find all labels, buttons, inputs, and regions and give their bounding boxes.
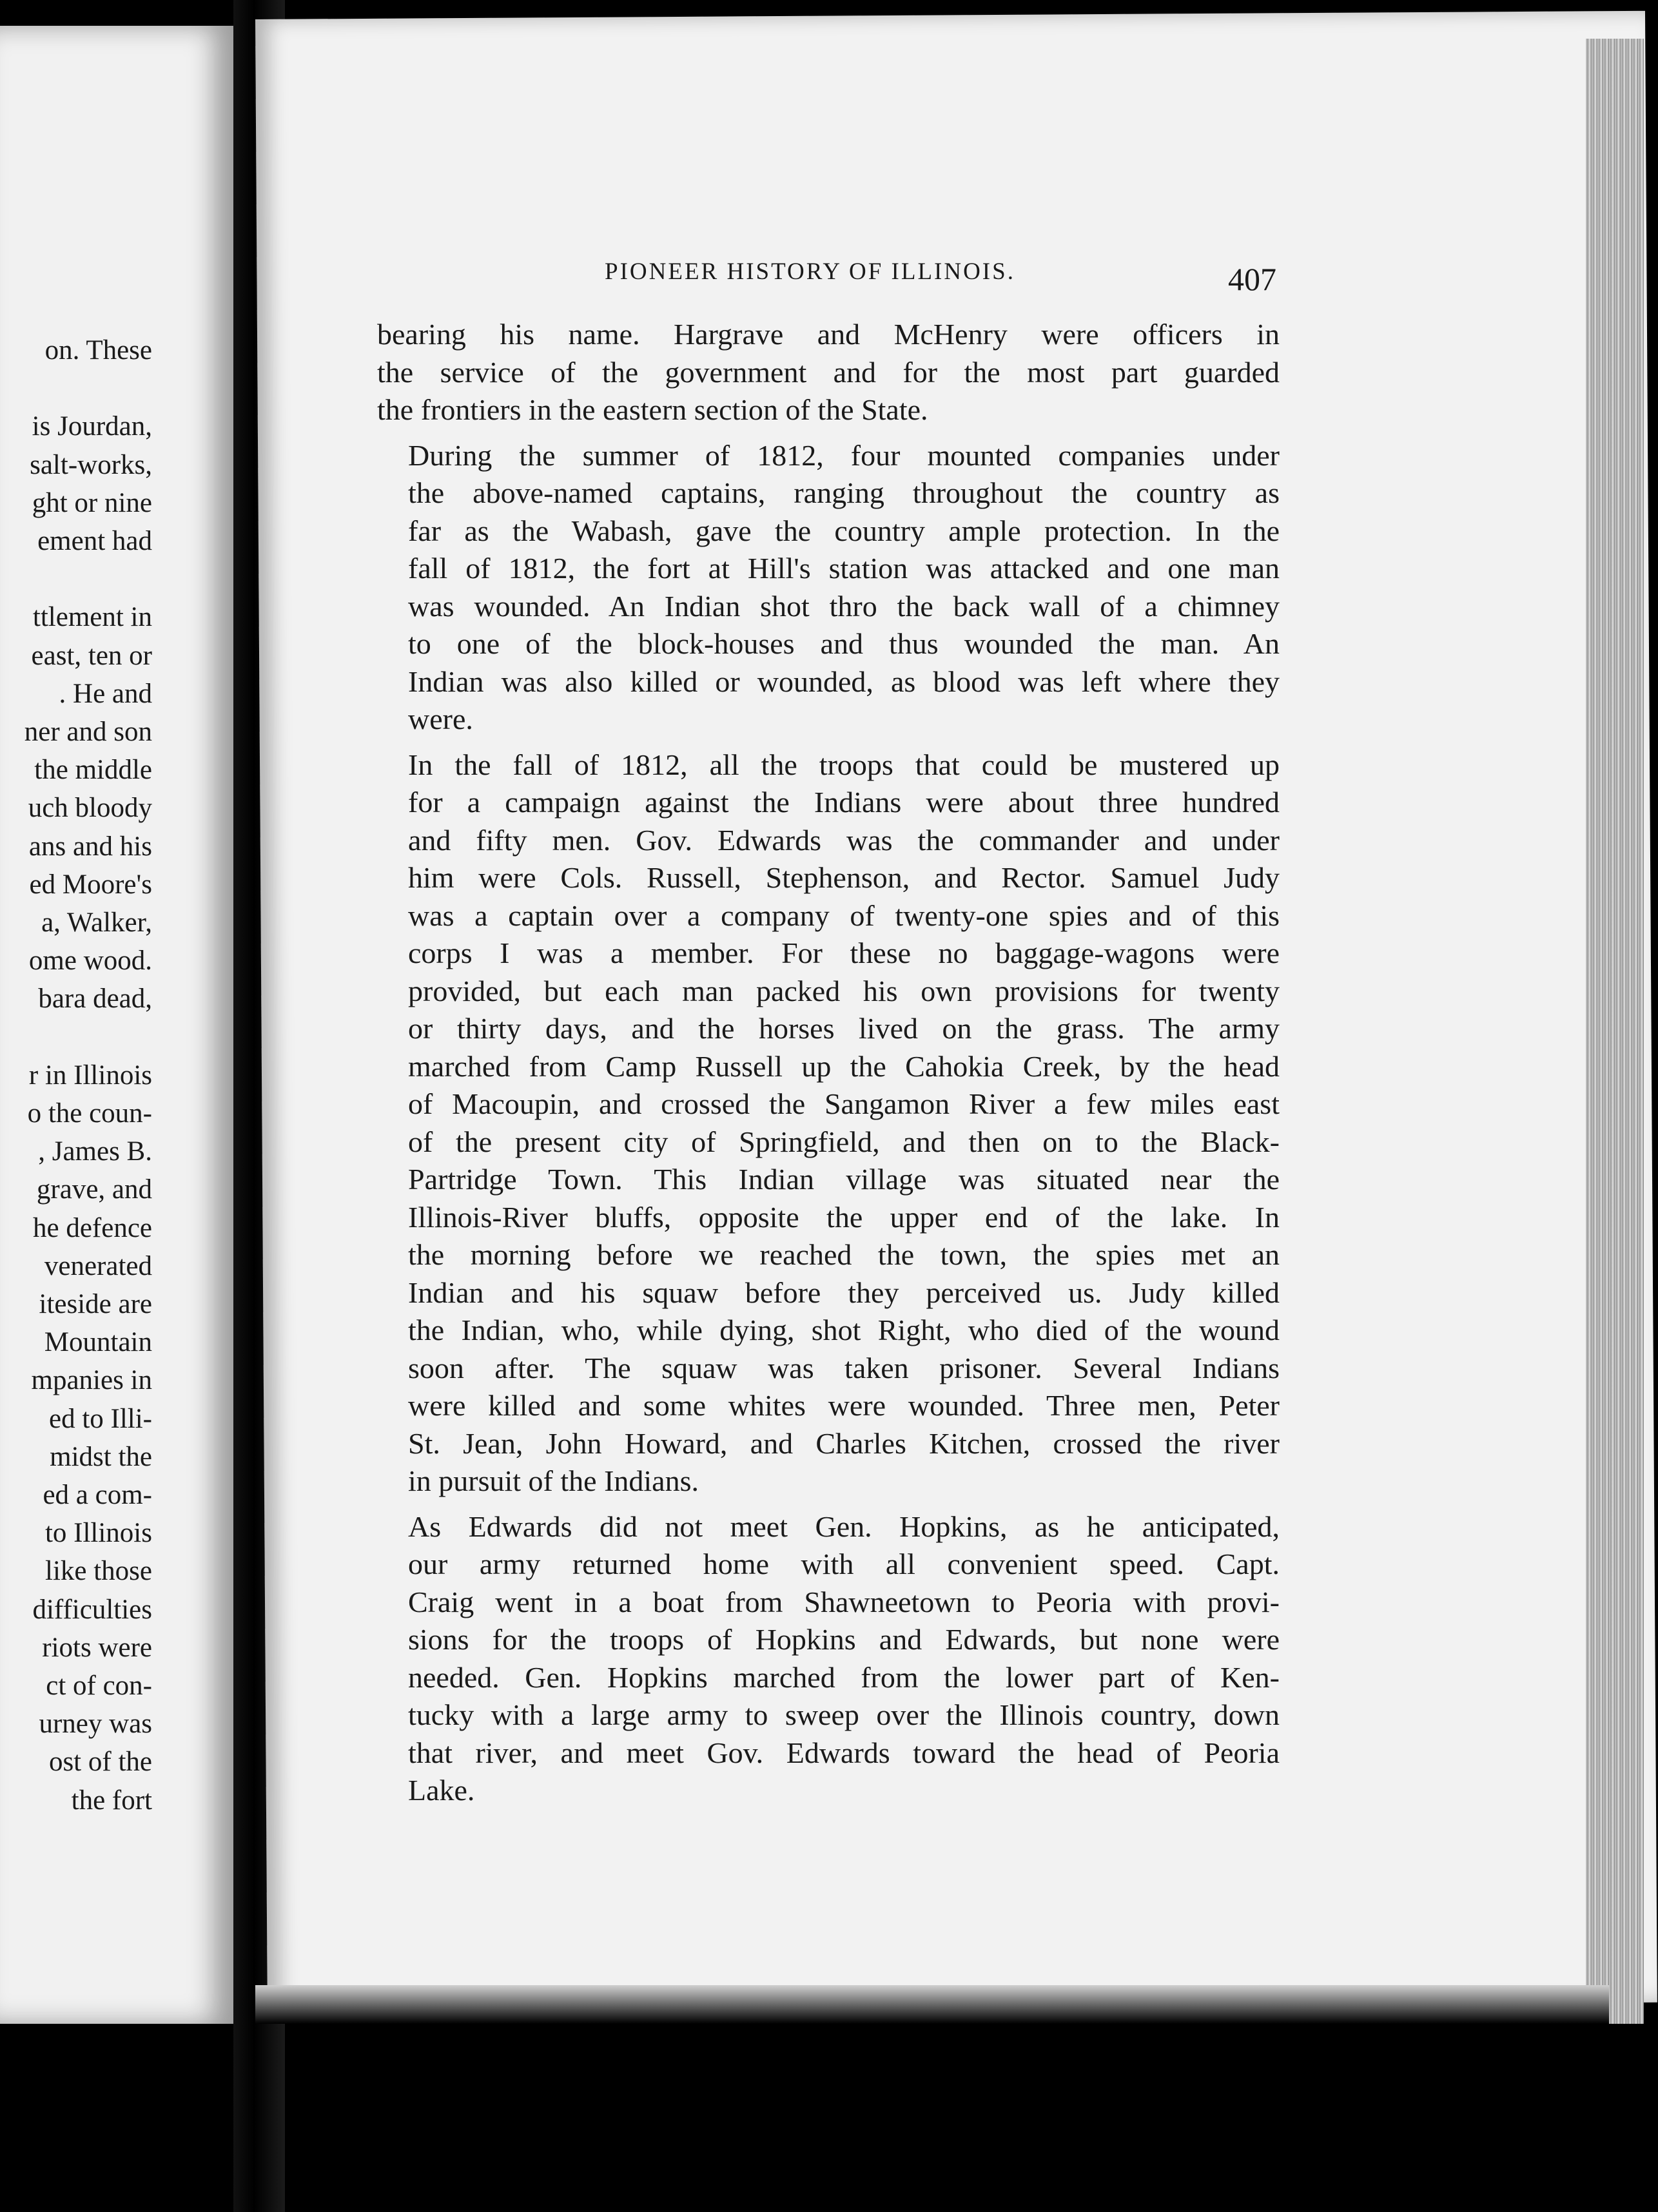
text-line: of Macoupin, and crossed the Sangamon River a few miles east bbox=[408, 1087, 1280, 1120]
text-line: Lake. bbox=[408, 1774, 475, 1807]
left-page-line: mpanies in bbox=[31, 1365, 152, 1396]
left-page-line: , James B. bbox=[38, 1136, 152, 1167]
left-page-line: midst the bbox=[50, 1441, 152, 1472]
text-line: our army returned home with all convenient speed. Capt. bbox=[408, 1547, 1280, 1580]
left-page-line: ct of con- bbox=[46, 1671, 152, 1701]
text-line: Partridge Town. This Indian village was situated near the bbox=[408, 1163, 1280, 1196]
paragraph bbox=[377, 437, 1280, 739]
text-line: the Indian, who, while dying, shot Right, who died of the wound bbox=[408, 1314, 1280, 1346]
text-line: fall of 1812, the fort at Hill's station was attacked and one man bbox=[408, 552, 1280, 585]
left-page-line: ed to Illi- bbox=[48, 1403, 152, 1434]
page-edges bbox=[1586, 39, 1644, 2024]
left-page bbox=[0, 26, 233, 2024]
left-page-line: ttlement in bbox=[32, 602, 152, 633]
text-line: St. Jean, John Howard, and Charles Kitchen, crossed the river bbox=[408, 1426, 1280, 1460]
left-page-line: difficulties bbox=[32, 1594, 152, 1625]
text-line: tucky with a large army to sweep over the Illinois country, down bbox=[408, 1698, 1280, 1731]
left-page-line: ner and son bbox=[24, 717, 152, 747]
text-line: Indian and his squaw before they perceived us. Judy killed bbox=[408, 1276, 1280, 1309]
left-page-line: o the coun- bbox=[27, 1098, 152, 1129]
left-page-line: venerated bbox=[44, 1250, 152, 1281]
text-line: the service of the government and for the most part guarded bbox=[377, 355, 1280, 389]
left-page-line: iteside are bbox=[39, 1289, 152, 1319]
running-title: PIONEER HISTORY OF ILLINOIS. bbox=[605, 258, 1015, 285]
text-line: in pursuit of the Indians. bbox=[408, 1464, 699, 1497]
paragraph bbox=[377, 1508, 1280, 1810]
left-page-line: ght or nine bbox=[32, 487, 152, 518]
text-line: and fifty men. Gov. Edwards was the commander and under bbox=[408, 823, 1280, 857]
left-page-line: bara dead, bbox=[38, 984, 152, 1014]
text-line: for a campaign against the Indians were about three hundred bbox=[408, 786, 1280, 819]
text-line: sions for the troops of Hopkins and Edwards, but none were bbox=[408, 1623, 1280, 1656]
body-text bbox=[377, 316, 1280, 1810]
text-line: Indian was also killed or wounded, as blood was left where they bbox=[408, 665, 1280, 698]
left-page-line: ed Moore's bbox=[29, 869, 152, 900]
text-line: the morning before we reached the town, the spies met an bbox=[408, 1238, 1280, 1271]
left-page-line: ed a com- bbox=[43, 1480, 152, 1510]
left-page-line: Mountain bbox=[44, 1327, 152, 1358]
left-page-line: . He and bbox=[59, 678, 152, 709]
text-line: soon after. The squaw was taken prisoner. Several Indians bbox=[408, 1351, 1280, 1384]
text-line: bearing his name. Hargrave and McHenry were officers in bbox=[377, 318, 1280, 351]
text-line: far as the Wabash, gave the country ample protection. In the bbox=[408, 514, 1280, 547]
text-line: Craig went in a boat from Shawneetown to Peoria with provi- bbox=[408, 1585, 1280, 1618]
left-page-line: grave, and bbox=[36, 1174, 152, 1205]
left-page-line: urney was bbox=[39, 1709, 152, 1740]
page-bottom-edge bbox=[255, 1985, 1609, 2024]
text-line: corps I was a member. For these no baggage-wagons were bbox=[408, 936, 1280, 969]
left-page-line: to Illinois bbox=[44, 1518, 152, 1549]
text-line: marched from Camp Russell up the Cahokia Creek, by the head bbox=[408, 1049, 1280, 1083]
left-page-line: a, Walker, bbox=[41, 907, 152, 938]
text-line: to one of the block-houses and thus wounded the man. An bbox=[408, 627, 1280, 660]
text-line: him were Cols. Russell, Stephenson, and Rector. Samuel Judy bbox=[408, 861, 1280, 894]
left-page-line: uch bloody bbox=[28, 793, 152, 824]
left-page-line: on. These bbox=[44, 335, 152, 365]
text-line: was a captain over a company of twenty-one spies and of this bbox=[408, 898, 1280, 932]
text-line: Illinois-River bluffs, opposite the upper end of the lake. In bbox=[408, 1200, 1280, 1234]
text-line: or thirty days, and the horses lived on the grass. The army bbox=[408, 1012, 1280, 1045]
paragraph bbox=[377, 746, 1280, 1500]
text-line: was wounded. An Indian shot thro the back wall of a chimney bbox=[408, 589, 1280, 623]
left-page-line: like those bbox=[45, 1556, 152, 1587]
text-line: provided, but each man packed his own provisions for twenty bbox=[408, 974, 1280, 1007]
left-page-line: ans and his bbox=[28, 831, 152, 862]
left-page-line: r in Illinois bbox=[28, 1060, 152, 1091]
left-page-line: east, ten or bbox=[31, 640, 152, 671]
text-line: In the fall of 1812, all the troops that could be mustered up bbox=[408, 748, 1280, 781]
text-line: were killed and some whites were wounded. Three men, Peter bbox=[408, 1389, 1280, 1422]
text-line: needed. Gen. Hopkins marched from the lower part of Ken- bbox=[408, 1660, 1280, 1694]
text-line: of the present city of Springfield, and then on to the Black- bbox=[408, 1125, 1280, 1158]
left-page-line: he defence bbox=[33, 1212, 152, 1243]
left-page-line: is Jourdan, bbox=[32, 411, 152, 442]
left-page-line: salt-works, bbox=[30, 449, 152, 480]
left-page-line: ost of the bbox=[48, 1747, 152, 1778]
left-page-line: the fort bbox=[71, 1785, 152, 1816]
left-page-line: ome wood. bbox=[28, 946, 152, 976]
left-page-line: riots were bbox=[42, 1632, 152, 1663]
text-line: were. bbox=[408, 703, 473, 735]
text-line: As Edwards did not meet Gen. Hopkins, as he anticipated, bbox=[408, 1509, 1280, 1543]
paragraph bbox=[377, 316, 1280, 429]
text-line: that river, and meet Gov. Edwards toward the head of Peoria bbox=[408, 1736, 1280, 1769]
left-page-line: the middle bbox=[34, 755, 152, 786]
text-line: the above-named captains, ranging throughout the country as bbox=[408, 476, 1280, 509]
text-line: During the summer of 1812, four mounted companies under bbox=[408, 438, 1280, 472]
page-number: 407 bbox=[1228, 261, 1276, 297]
left-page-line: ement had bbox=[37, 526, 152, 556]
text-line: the frontiers in the eastern section of the State. bbox=[377, 393, 928, 426]
